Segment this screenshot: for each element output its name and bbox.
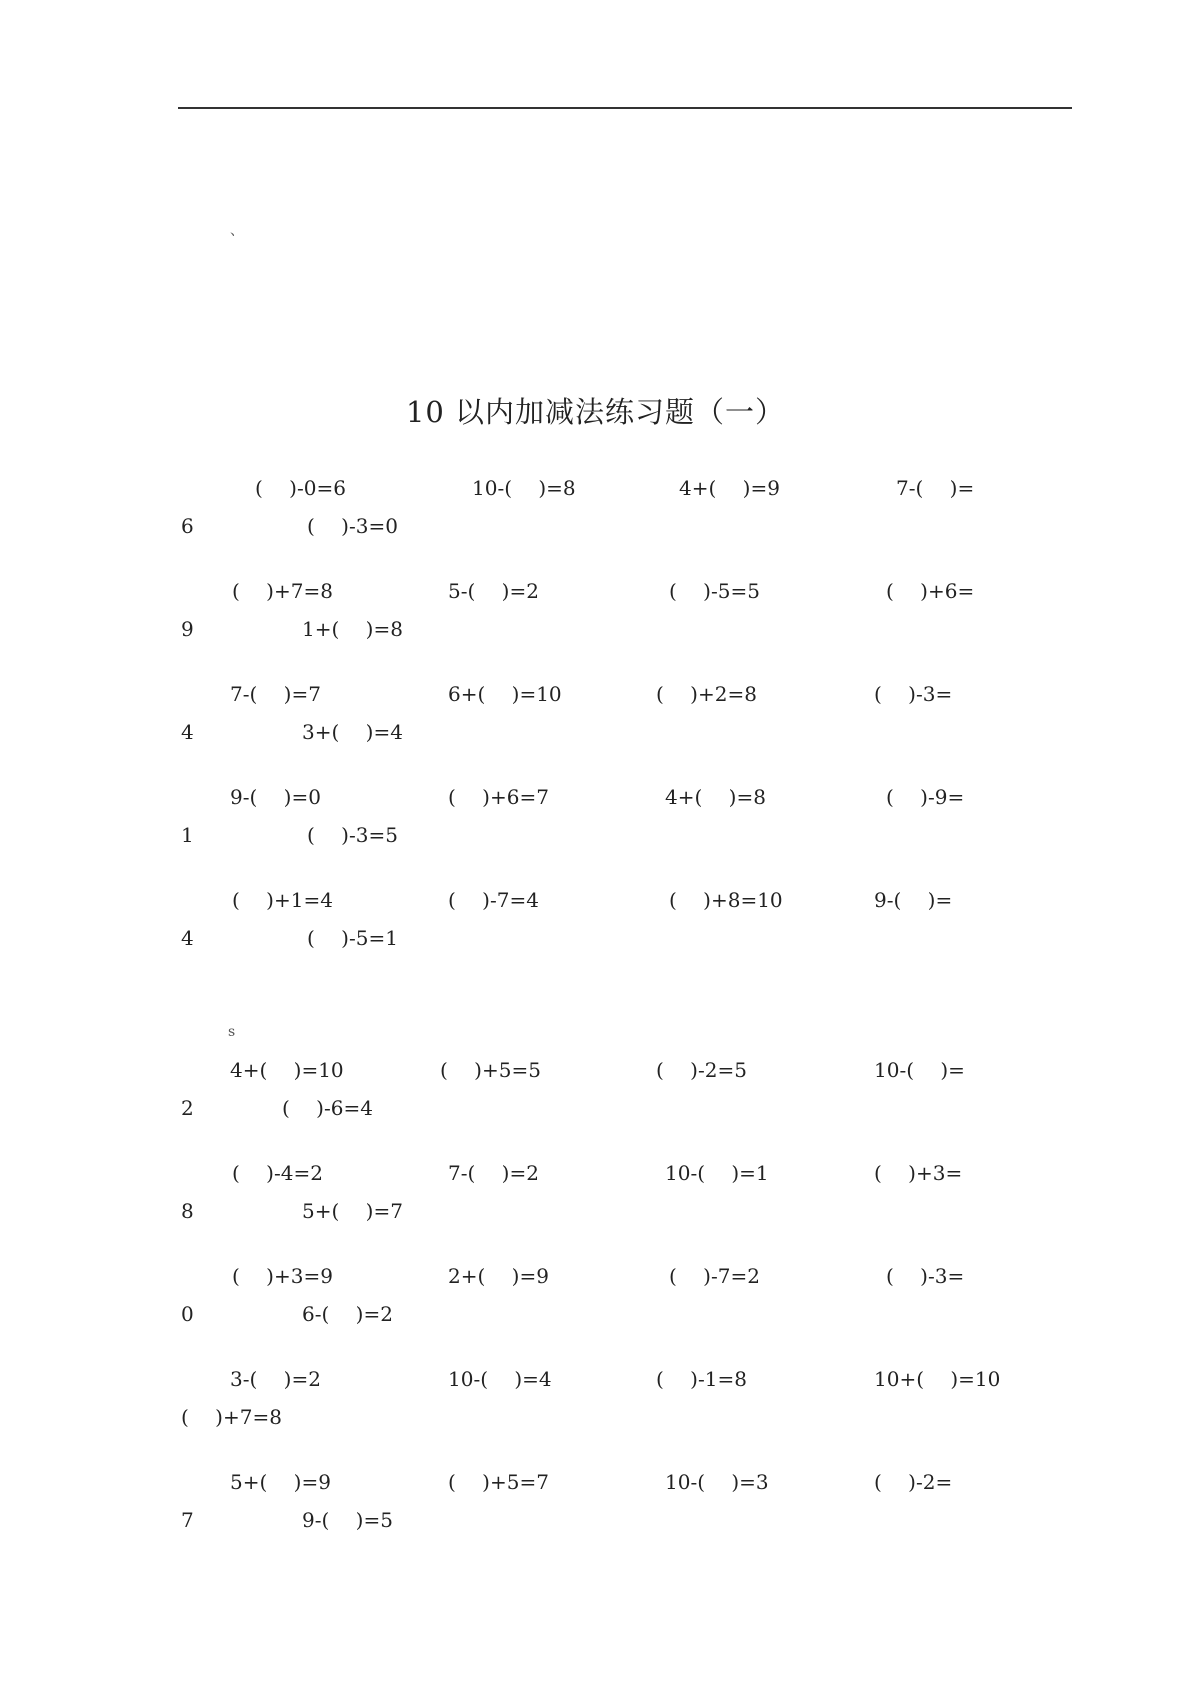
exercise-g2-1: ( )+7=8	[232, 579, 333, 603]
exercise-g2-6: 1+( )=8	[302, 617, 403, 641]
header-rule	[178, 107, 1072, 109]
exercise-g10-2: ( )+5=7	[448, 1470, 549, 1494]
exercise-g5-2: ( )-7=4	[448, 888, 539, 912]
exercise-g7-6: 5+( )=7	[302, 1199, 403, 1223]
exercise-g8-3: ( )-7=2	[669, 1264, 760, 1288]
exercise-g2-2: 5-( )=2	[448, 579, 539, 603]
exercise-g1-6: ( )-3=0	[307, 514, 398, 538]
exercise-g3-6: 3+( )=4	[302, 720, 403, 744]
exercise-g9-4: 10+( )=10	[874, 1367, 1001, 1391]
exercise-g6-6: ( )-6=4	[282, 1096, 373, 1120]
exercise-g2-3: ( )-5=5	[669, 579, 760, 603]
exercise-g1-3: 4+( )=9	[679, 476, 780, 500]
exercise-g10-6: 9-( )=5	[302, 1508, 393, 1532]
exercise-g8-2: 2+( )=9	[448, 1264, 549, 1288]
exercise-g3-2: 6+( )=10	[448, 682, 562, 706]
exercise-g2-4: ( )+6=	[886, 579, 975, 603]
exercise-g5-1: ( )+1=4	[232, 888, 333, 912]
exercise-g9-1: 3-( )=2	[230, 1367, 321, 1391]
exercise-g6-3: ( )-2=5	[656, 1058, 747, 1082]
exercise-g3-3: ( )+2=8	[656, 682, 757, 706]
exercise-g1-2: 10-( )=8	[472, 476, 576, 500]
exercise-g6-4: 10-( )=	[874, 1058, 965, 1082]
exercise-g9-5: ( )+7=8	[181, 1405, 282, 1429]
exercise-g5-5: 4	[181, 926, 194, 950]
exercise-g10-1: 5+( )=9	[230, 1470, 331, 1494]
stray-mark-mid: s	[228, 1024, 236, 1040]
exercise-g5-3: ( )+8=10	[669, 888, 783, 912]
exercise-g4-1: 9-( )=0	[230, 785, 321, 809]
exercise-g8-4: ( )-3=	[886, 1264, 965, 1288]
exercise-g10-5: 7	[181, 1508, 194, 1532]
exercise-g6-5: 2	[181, 1096, 194, 1120]
exercise-g8-1: ( )+3=9	[232, 1264, 333, 1288]
exercise-g7-1: ( )-4=2	[232, 1161, 323, 1185]
exercise-g6-2: ( )+5=5	[440, 1058, 541, 1082]
exercise-g7-5: 8	[181, 1199, 194, 1223]
exercise-g7-2: 7-( )=2	[448, 1161, 539, 1185]
exercise-g8-5: 0	[181, 1302, 194, 1326]
exercise-g9-2: 10-( )=4	[448, 1367, 552, 1391]
exercise-g1-1: ( )-0=6	[255, 476, 346, 500]
exercise-g7-4: ( )+3=	[874, 1161, 963, 1185]
exercise-g10-4: ( )-2=	[874, 1470, 953, 1494]
exercise-g4-6: ( )-3=5	[307, 823, 398, 847]
exercise-g4-2: ( )+6=7	[448, 785, 549, 809]
page-title: 10 以内加减法练习题（一）	[405, 395, 786, 429]
stray-mark-top: 、	[230, 223, 244, 239]
exercise-g4-4: ( )-9=	[886, 785, 965, 809]
exercise-g8-6: 6-( )=2	[302, 1302, 393, 1326]
exercise-g2-5: 9	[181, 617, 194, 641]
exercise-g1-5: 6	[181, 514, 194, 538]
exercise-g3-4: ( )-3=	[874, 682, 953, 706]
exercise-g4-5: 1	[181, 823, 194, 847]
exercise-g7-3: 10-( )=1	[665, 1161, 769, 1185]
exercise-g3-5: 4	[181, 720, 194, 744]
exercise-g6-1: 4+( )=10	[230, 1058, 344, 1082]
exercise-g4-3: 4+( )=8	[665, 785, 766, 809]
exercise-g9-3: ( )-1=8	[656, 1367, 747, 1391]
exercise-g3-1: 7-( )=7	[230, 682, 321, 706]
exercise-g5-4: 9-( )=	[874, 888, 953, 912]
exercise-g1-4: 7-( )=	[896, 476, 975, 500]
exercise-g10-3: 10-( )=3	[665, 1470, 769, 1494]
exercise-g5-6: ( )-5=1	[307, 926, 398, 950]
